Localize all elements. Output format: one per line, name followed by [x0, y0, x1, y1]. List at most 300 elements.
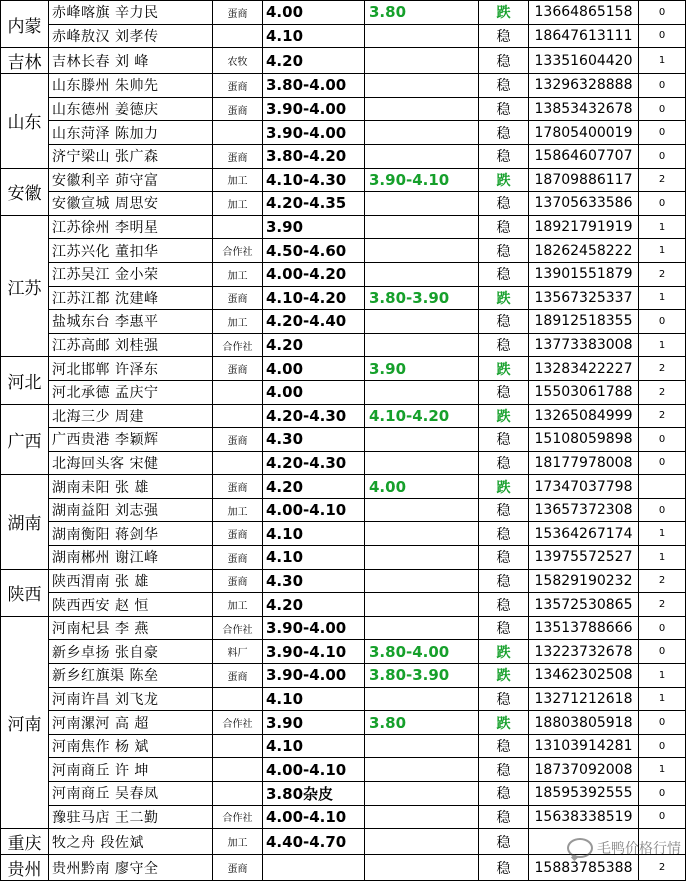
table-row	[1, 192, 686, 216]
previous-price-cell	[365, 805, 479, 829]
location-contact-cell: 江苏徐州 李明星	[49, 215, 213, 239]
price-cell: 4.00-4.10	[263, 498, 365, 522]
rank-cell: 0	[639, 192, 686, 216]
price-cell: 4.10	[263, 24, 365, 48]
price-cell: 4.00-4.10	[263, 805, 365, 829]
table-row	[1, 640, 686, 664]
location-contact-cell: 山东菏泽 陈加力	[49, 121, 213, 145]
wechat-icon	[567, 838, 593, 858]
phone-cell: 15364267174	[529, 522, 639, 546]
previous-price-cell	[365, 333, 479, 357]
table-row	[1, 310, 686, 334]
previous-price-cell: 4.00	[365, 475, 479, 499]
business-type-cell: 合作社	[213, 805, 263, 829]
phone-cell: 13853432678	[529, 97, 639, 121]
rank-cell: 1	[639, 239, 686, 263]
business-type-cell: 料厂	[213, 640, 263, 664]
price-cell: 4.10	[263, 522, 365, 546]
location-contact-cell: 北海回头客 宋健	[49, 451, 213, 475]
location-contact-cell: 湖南衡阳 蒋剑华	[49, 522, 213, 546]
province-cell: 重庆	[1, 829, 49, 855]
business-type-cell: 蛋商	[213, 144, 263, 168]
price-cell: 4.00-4.20	[263, 262, 365, 286]
trend-cell: 跌	[479, 404, 529, 428]
location-contact-cell: 北海三少 周建	[49, 404, 213, 428]
previous-price-cell	[365, 593, 479, 617]
previous-price-cell: 3.80-3.90	[365, 664, 479, 688]
previous-price-cell	[365, 215, 479, 239]
trend-cell: 跌	[479, 357, 529, 381]
table-row	[1, 758, 686, 782]
phone-cell: 13657372308	[529, 498, 639, 522]
location-contact-cell: 安徽利辛 茆守富	[49, 168, 213, 192]
rank-cell: 0	[639, 97, 686, 121]
table-row	[1, 451, 686, 475]
price-cell: 4.20	[263, 593, 365, 617]
business-type-cell: 农牧	[213, 48, 263, 74]
phone-cell: 18737092008	[529, 758, 639, 782]
price-cell: 4.10-4.20	[263, 286, 365, 310]
table-row	[1, 380, 686, 404]
trend-cell: 稳	[479, 593, 529, 617]
rank-cell: 2	[639, 404, 686, 428]
rank-cell: 0	[639, 734, 686, 758]
location-contact-cell: 广西贵港 李颖辉	[49, 428, 213, 452]
phone-cell: 15883785388	[529, 855, 639, 881]
previous-price-cell	[365, 262, 479, 286]
province-cell: 湖南	[1, 475, 49, 569]
province-cell: 河北	[1, 357, 49, 404]
province-cell: 山东	[1, 74, 49, 168]
business-type-cell	[213, 451, 263, 475]
table-row	[1, 593, 686, 617]
phone-cell: 13462302508	[529, 664, 639, 688]
previous-price-cell: 3.90-4.10	[365, 168, 479, 192]
phone-cell: 15864607707	[529, 144, 639, 168]
trend-cell: 稳	[479, 805, 529, 829]
phone-cell: 18803805918	[529, 711, 639, 735]
price-cell: 4.20	[263, 48, 365, 74]
phone-cell: 13265084999	[529, 404, 639, 428]
price-cell: 4.20-4.30	[263, 404, 365, 428]
location-contact-cell: 新乡红旗渠 陈垒	[49, 664, 213, 688]
table-body	[1, 1, 686, 881]
trend-cell: 跌	[479, 168, 529, 192]
trend-cell: 稳	[479, 192, 529, 216]
rank-cell: 0	[639, 451, 686, 475]
previous-price-cell	[365, 829, 479, 855]
business-type-cell: 加工	[213, 192, 263, 216]
rank-cell: 0	[639, 498, 686, 522]
trend-cell: 跌	[479, 475, 529, 499]
price-cell: 3.80杂皮	[263, 782, 365, 806]
phone-cell: 13223732678	[529, 640, 639, 664]
province-cell: 河南	[1, 616, 49, 828]
phone-cell: 13271212618	[529, 687, 639, 711]
rank-cell: 0	[639, 428, 686, 452]
price-cell: 3.90	[263, 215, 365, 239]
rank-cell: 0	[639, 711, 686, 735]
rank-cell: 0	[639, 805, 686, 829]
location-contact-cell: 河南商丘 吴春凤	[49, 782, 213, 806]
previous-price-cell	[365, 24, 479, 48]
business-type-cell: 蛋商	[213, 97, 263, 121]
previous-price-cell	[365, 734, 479, 758]
table-row	[1, 546, 686, 570]
business-type-cell	[213, 215, 263, 239]
rank-cell: 2	[639, 593, 686, 617]
previous-price-cell: 3.80	[365, 711, 479, 735]
trend-cell: 稳	[479, 498, 529, 522]
location-contact-cell: 牧之舟 段佐斌	[49, 829, 213, 855]
table-row	[1, 74, 686, 98]
business-type-cell: 蛋商	[213, 74, 263, 98]
previous-price-cell	[365, 428, 479, 452]
trend-cell: 稳	[479, 24, 529, 48]
rank-cell: 0	[639, 310, 686, 334]
trend-cell: 跌	[479, 286, 529, 310]
price-cell: 4.10	[263, 687, 365, 711]
price-cell: 4.10	[263, 734, 365, 758]
location-contact-cell: 河南焦作 杨 斌	[49, 734, 213, 758]
trend-cell: 稳	[479, 239, 529, 263]
trend-cell: 稳	[479, 380, 529, 404]
trend-cell: 稳	[479, 758, 529, 782]
business-type-cell: 蛋商	[213, 428, 263, 452]
location-contact-cell: 河南商丘 许 坤	[49, 758, 213, 782]
business-type-cell: 加工	[213, 593, 263, 617]
location-contact-cell: 江苏高邮 刘桂强	[49, 333, 213, 357]
rank-cell: 0	[639, 144, 686, 168]
previous-price-cell	[365, 758, 479, 782]
price-cell: 4.20	[263, 333, 365, 357]
trend-cell: 稳	[479, 215, 529, 239]
previous-price-cell	[365, 855, 479, 881]
phone-cell: 15503061788	[529, 380, 639, 404]
location-contact-cell: 山东滕州 朱帅先	[49, 74, 213, 98]
location-contact-cell: 河南杞县 李 燕	[49, 616, 213, 640]
phone-cell: 13975572527	[529, 546, 639, 570]
trend-cell: 跌	[479, 664, 529, 688]
location-contact-cell: 陕西渭南 张 雄	[49, 569, 213, 593]
price-cell: 4.20	[263, 475, 365, 499]
trend-cell: 稳	[479, 616, 529, 640]
business-type-cell: 蛋商	[213, 855, 263, 881]
trend-cell: 稳	[479, 782, 529, 806]
previous-price-cell	[365, 74, 479, 98]
previous-price-cell	[365, 239, 479, 263]
rank-cell: 0	[639, 782, 686, 806]
business-type-cell: 蛋商	[213, 1, 263, 25]
price-cell	[263, 855, 365, 881]
phone-cell: 13901551879	[529, 262, 639, 286]
business-type-cell	[213, 24, 263, 48]
price-cell: 3.90-4.10	[263, 640, 365, 664]
table-row	[1, 1, 686, 25]
table-row	[1, 262, 686, 286]
table-row	[1, 664, 686, 688]
location-contact-cell: 济宁梁山 张广森	[49, 144, 213, 168]
price-cell: 4.20-4.30	[263, 451, 365, 475]
business-type-cell: 加工	[213, 168, 263, 192]
business-type-cell: 合作社	[213, 333, 263, 357]
trend-cell: 稳	[479, 121, 529, 145]
table-row	[1, 805, 686, 829]
rank-cell: 2	[639, 855, 686, 881]
previous-price-cell	[365, 498, 479, 522]
business-type-cell: 合作社	[213, 616, 263, 640]
watermark	[567, 838, 681, 858]
trend-cell: 跌	[479, 711, 529, 735]
price-cell: 4.40-4.70	[263, 829, 365, 855]
price-cell: 3.80-4.20	[263, 144, 365, 168]
trend-cell: 稳	[479, 333, 529, 357]
trend-cell: 稳	[479, 262, 529, 286]
phone-cell: 13283422227	[529, 357, 639, 381]
rank-cell: 0	[639, 121, 686, 145]
location-contact-cell: 湖南耒阳 张 雄	[49, 475, 213, 499]
location-contact-cell: 河南漯河 高 超	[49, 711, 213, 735]
price-cell: 4.10-4.30	[263, 168, 365, 192]
phone-cell: 13572530865	[529, 593, 639, 617]
price-cell: 3.90-4.00	[263, 664, 365, 688]
trend-cell: 稳	[479, 97, 529, 121]
phone-cell: 13296328888	[529, 74, 639, 98]
location-contact-cell: 山东德州 姜德庆	[49, 97, 213, 121]
rank-cell: 0	[639, 640, 686, 664]
table-row	[1, 168, 686, 192]
price-cell: 3.90-4.00	[263, 97, 365, 121]
rank-cell: 1	[639, 333, 686, 357]
phone-cell: 13567325337	[529, 286, 639, 310]
price-cell: 4.20-4.35	[263, 192, 365, 216]
rank-cell: 2	[639, 569, 686, 593]
rank-cell: 1	[639, 758, 686, 782]
location-contact-cell: 湖南郴州 谢江峰	[49, 546, 213, 570]
rank-cell: 2	[639, 262, 686, 286]
table-row	[1, 522, 686, 546]
business-type-cell: 加工	[213, 498, 263, 522]
previous-price-cell: 3.80	[365, 1, 479, 25]
previous-price-cell: 4.10-4.20	[365, 404, 479, 428]
table-row	[1, 24, 686, 48]
business-type-cell: 蛋商	[213, 357, 263, 381]
rank-cell: 1	[639, 522, 686, 546]
province-cell: 吉林	[1, 48, 49, 74]
business-type-cell: 蛋商	[213, 546, 263, 570]
rank-cell: 0	[639, 1, 686, 25]
business-type-cell: 蛋商	[213, 286, 263, 310]
table-row	[1, 97, 686, 121]
province-cell: 安徽	[1, 168, 49, 215]
rank-cell: 1	[639, 687, 686, 711]
table-row	[1, 734, 686, 758]
business-type-cell: 加工	[213, 262, 263, 286]
phone-cell: 15108059898	[529, 428, 639, 452]
trend-cell: 稳	[479, 74, 529, 98]
trend-cell: 稳	[479, 144, 529, 168]
table-row	[1, 498, 686, 522]
trend-cell: 稳	[479, 522, 529, 546]
phone-cell: 13705633586	[529, 192, 639, 216]
table-row	[1, 569, 686, 593]
table-row	[1, 215, 686, 239]
phone-cell: 18647613111	[529, 24, 639, 48]
previous-price-cell	[365, 121, 479, 145]
table-row	[1, 782, 686, 806]
price-cell: 3.80-4.00	[263, 74, 365, 98]
business-type-cell: 合作社	[213, 711, 263, 735]
table-row	[1, 687, 686, 711]
table-row	[1, 333, 686, 357]
province-cell: 内蒙	[1, 1, 49, 48]
previous-price-cell	[365, 546, 479, 570]
previous-price-cell	[365, 192, 479, 216]
phone-cell: 17347037798	[529, 475, 639, 499]
previous-price-cell	[365, 451, 479, 475]
business-type-cell	[213, 380, 263, 404]
price-cell: 4.20-4.40	[263, 310, 365, 334]
phone-cell: 18177978008	[529, 451, 639, 475]
province-cell: 广西	[1, 404, 49, 475]
business-type-cell: 蛋商	[213, 569, 263, 593]
price-cell: 4.50-4.60	[263, 239, 365, 263]
trend-cell: 稳	[479, 687, 529, 711]
business-type-cell	[213, 734, 263, 758]
location-contact-cell: 盐城东台 李惠平	[49, 310, 213, 334]
phone-cell: 13351604420	[529, 48, 639, 74]
previous-price-cell: 3.80-3.90	[365, 286, 479, 310]
previous-price-cell	[365, 569, 479, 593]
phone-cell: 17805400019	[529, 121, 639, 145]
location-contact-cell: 豫驻马店 王二勤	[49, 805, 213, 829]
location-contact-cell: 赤峰喀旗 辛力民	[49, 1, 213, 25]
trend-cell: 稳	[479, 569, 529, 593]
table-row	[1, 616, 686, 640]
phone-cell: 18921791919	[529, 215, 639, 239]
price-cell: 3.90	[263, 711, 365, 735]
previous-price-cell	[365, 522, 479, 546]
rank-cell: 2	[639, 168, 686, 192]
price-cell: 4.30	[263, 569, 365, 593]
location-contact-cell: 吉林长春 刘 峰	[49, 48, 213, 74]
rank-cell: 2	[639, 357, 686, 381]
table-row	[1, 48, 686, 74]
location-contact-cell: 江苏江都 沈建峰	[49, 286, 213, 310]
location-contact-cell: 河北承德 孟庆宁	[49, 380, 213, 404]
price-cell: 4.00	[263, 380, 365, 404]
price-cell: 4.10	[263, 546, 365, 570]
phone-cell: 15638338519	[529, 805, 639, 829]
location-contact-cell: 赤峰敖汉 刘孝传	[49, 24, 213, 48]
table-row	[1, 475, 686, 499]
price-cell: 3.90-4.00	[263, 616, 365, 640]
business-type-cell: 合作社	[213, 239, 263, 263]
trend-cell: 稳	[479, 829, 529, 855]
price-cell: 4.00	[263, 1, 365, 25]
previous-price-cell	[365, 380, 479, 404]
phone-cell: 18709886117	[529, 168, 639, 192]
table-row	[1, 121, 686, 145]
price-cell: 4.00-4.10	[263, 758, 365, 782]
rank-cell: 1	[639, 546, 686, 570]
table-row	[1, 404, 686, 428]
phone-cell: 13513788666	[529, 616, 639, 640]
trend-cell: 跌	[479, 640, 529, 664]
rank-cell	[639, 475, 686, 499]
location-contact-cell: 安徽宣城 周思安	[49, 192, 213, 216]
table-row	[1, 144, 686, 168]
location-contact-cell: 陕西西安 赵 恒	[49, 593, 213, 617]
trend-cell: 稳	[479, 855, 529, 881]
rank-cell: 1	[639, 286, 686, 310]
province-cell: 江苏	[1, 215, 49, 357]
table-row	[1, 711, 686, 735]
rank-cell: 1	[639, 215, 686, 239]
table-row	[1, 357, 686, 381]
business-type-cell: 加工	[213, 829, 263, 855]
business-type-cell	[213, 121, 263, 145]
business-type-cell	[213, 687, 263, 711]
table-row	[1, 855, 686, 881]
previous-price-cell	[365, 782, 479, 806]
price-cell: 4.00	[263, 357, 365, 381]
location-contact-cell: 江苏兴化 董扣华	[49, 239, 213, 263]
previous-price-cell	[365, 97, 479, 121]
business-type-cell: 蛋商	[213, 475, 263, 499]
location-contact-cell: 河南许昌 刘飞龙	[49, 687, 213, 711]
previous-price-cell: 3.90	[365, 357, 479, 381]
table-row	[1, 239, 686, 263]
previous-price-cell: 3.80-4.00	[365, 640, 479, 664]
business-type-cell: 蛋商	[213, 522, 263, 546]
business-type-cell	[213, 758, 263, 782]
business-type-cell	[213, 404, 263, 428]
rank-cell: 0	[639, 74, 686, 98]
rank-cell: 0	[639, 24, 686, 48]
previous-price-cell	[365, 616, 479, 640]
location-contact-cell: 贵州黔南 廖守全	[49, 855, 213, 881]
previous-price-cell	[365, 687, 479, 711]
phone-cell: 18262458222	[529, 239, 639, 263]
province-cell: 陕西	[1, 569, 49, 616]
location-contact-cell: 江苏吴江 金小荣	[49, 262, 213, 286]
table-row	[1, 428, 686, 452]
price-cell: 4.30	[263, 428, 365, 452]
location-contact-cell: 河北邯郸 许泽东	[49, 357, 213, 381]
trend-cell: 稳	[479, 48, 529, 74]
phone-cell: 13103914281	[529, 734, 639, 758]
business-type-cell: 蛋商	[213, 664, 263, 688]
location-contact-cell: 湖南益阳 刘志强	[49, 498, 213, 522]
price-cell: 3.90-4.00	[263, 121, 365, 145]
rank-cell: 0	[639, 616, 686, 640]
trend-cell: 稳	[479, 734, 529, 758]
trend-cell: 跌	[479, 1, 529, 25]
phone-cell: 15829190232	[529, 569, 639, 593]
previous-price-cell	[365, 310, 479, 334]
trend-cell: 稳	[479, 428, 529, 452]
rank-cell: 2	[639, 380, 686, 404]
business-type-cell	[213, 782, 263, 806]
phone-cell: 13664865158	[529, 1, 639, 25]
phone-cell: 13773383008	[529, 333, 639, 357]
location-contact-cell: 新乡卓扬 张自豪	[49, 640, 213, 664]
rank-cell: 1	[639, 664, 686, 688]
phone-cell: 18912518355	[529, 310, 639, 334]
province-cell: 贵州	[1, 855, 49, 881]
business-type-cell: 加工	[213, 310, 263, 334]
